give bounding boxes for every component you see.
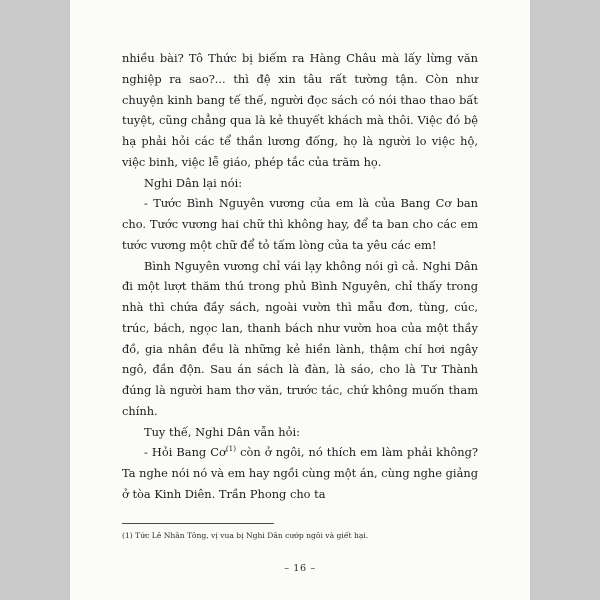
page-number: – 16 – (284, 563, 316, 574)
page-body (122, 48, 478, 505)
paragraph: - Tước Bình Nguyên vương của em là của Bang Cơ ban cho. Tước vương hai chữ thì không hay, để ta ban cho các em tước vương một chữ để tỏ tấm lòng của ta yêu các em! (122, 196, 478, 252)
paragraph: nhiều bài? Tô Thức bị biếm ra Hàng Châu mà lấy lừng văn nghiệp ra sao?... thì đệ xin tâu rất tường tận. Còn như chuyện kinh bang tế thế, người đọc sách có nói thao thao bất tuyệt, cũng chẳng qua là kẻ thuyết khách mà thôi. Việc đó bệ hạ phải hỏi các tể thần lương đống, họ là người lo việc hộ, việc binh, việc lễ giáo, phép tắc của trăm họ. (122, 51, 478, 169)
footnote-reference-marker: (1) (225, 444, 237, 454)
paragraph-text-before-marker: - Hỏi Bang Cơ (144, 445, 226, 460)
paragraph-text-after-marker: còn ở ngôi, nó thích em làm phải không? Ta nghe nói nó và em hay ngồi cùng một án, cùng nghe giảng ở tòa Kinh Diên. Trần Phong cho ta (122, 445, 478, 501)
footnote-area (122, 523, 478, 543)
paragraph: Nghi Dân lại nói: (144, 175, 243, 190)
footnote-divider (122, 523, 274, 524)
book-page (70, 0, 530, 600)
footnote-text: (1) Tức Lê Nhân Tông, vị vua bị Nghi Dân cướp ngôi và giết hại. (122, 531, 369, 540)
paragraph: Tuy thế, Nghi Dân vẫn hỏi: (144, 424, 300, 439)
paragraph: Bình Nguyên vương chỉ vái lạy không nói gì cả. Nghi Dân đi một lượt thăm thú trong phủ Bình Nguyên, chỉ thấy trong nhà thì chứa đầy sách, ngoài vườn thì mẫu đơn, tùng, cúc, trúc, bách, ngọc lan, thanh bách như vườn hoa của một thầy đồ, gia nhân đều là những kẻ hiền lành, thậm chí hơi ngây ngô, đần độn. Sau án sách là đàn, là sáo, cho là Tư Thành đúng là người ham thơ văn, trước tác, chứ không muốn tham chính. (122, 258, 478, 418)
paragraph-with-footnote-ref (122, 442, 478, 504)
